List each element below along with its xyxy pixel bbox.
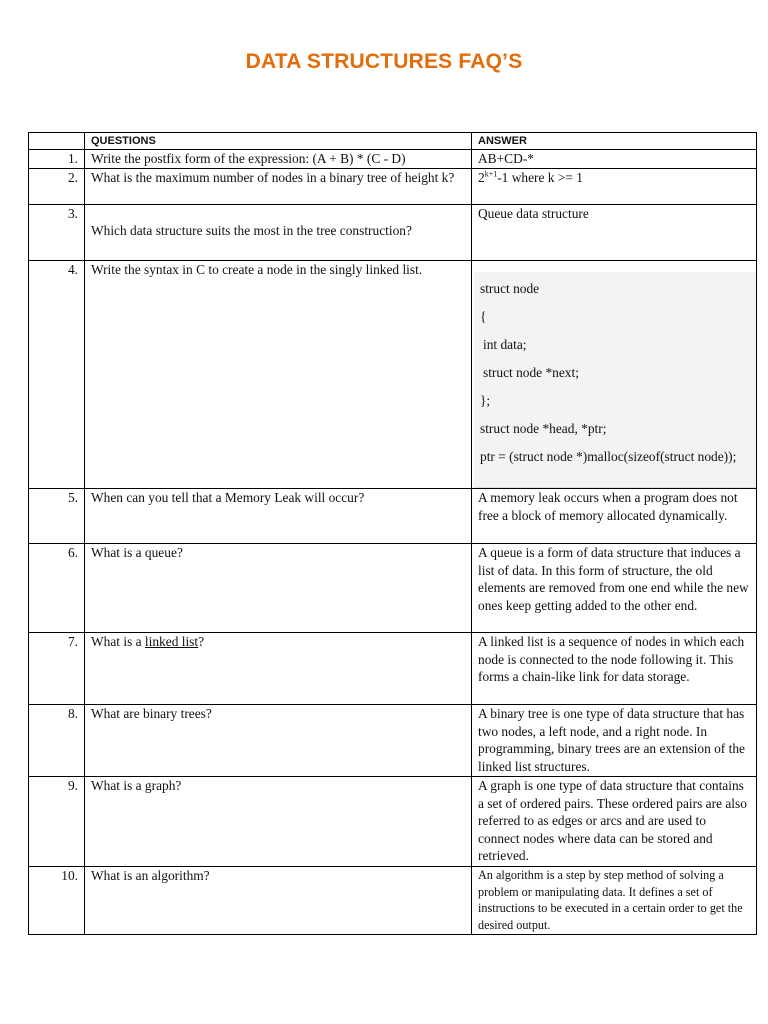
code-line: ptr = (struct node *)malloc(sizeof(struct node));: [480, 449, 737, 464]
header-questions: QUESTIONS: [85, 133, 472, 150]
table-row: [29, 205, 757, 261]
answer-cell: An algorithm is a step by step method of solving a problem or manipulating data. It defines a set of instructions to be executed in a certain order to get the desired output.: [472, 867, 757, 935]
answer-cell: A binary tree is one type of data structure that has two nodes, a left node, and a right node. In programming, binary trees are an extension of the linked list structures.: [472, 705, 757, 777]
answer-rest: -1 where k >= 1: [497, 170, 583, 185]
table-row: [29, 867, 757, 935]
table-row: [29, 705, 757, 777]
question-text: Which data structure suits the most in the tree construction?: [91, 223, 412, 238]
answer-cell: A queue is a form of data structure that induces a list of data. In this form of structure, the old elements are removed from one end while the new ones keep getting added to the other end.: [472, 544, 757, 633]
table-row: [29, 150, 757, 169]
code-line: struct node: [480, 281, 540, 296]
question-cell: When can you tell that a Memory Leak will occur?: [85, 489, 472, 544]
question-cell: [85, 633, 472, 705]
question-pre: What is a: [91, 634, 145, 649]
code-line: struct node *next;: [483, 365, 579, 380]
code-line: struct node *head, *ptr;: [480, 421, 607, 436]
code-line: };: [480, 393, 491, 408]
table-row: [29, 261, 757, 489]
table-row: [29, 633, 757, 705]
question-cell: What are binary trees?: [85, 705, 472, 777]
faq-table: [28, 132, 757, 935]
row-number: 4.: [29, 261, 85, 489]
table-header-row: [29, 133, 757, 150]
question-cell: What is a queue?: [85, 544, 472, 633]
answer-cell: [472, 261, 757, 489]
table-row: [29, 544, 757, 633]
code-line: {: [480, 309, 487, 324]
linked-list-link[interactable]: linked list: [144, 634, 199, 649]
row-number: 1.: [29, 150, 85, 169]
question-post: ?: [198, 634, 205, 649]
table-row: [29, 169, 757, 205]
header-answer: ANSWER: [472, 133, 757, 150]
row-number: 2.: [29, 169, 85, 205]
answer-superscript: k+1: [484, 169, 498, 179]
question-cell: What is the maximum number of nodes in a binary tree of height k?: [85, 169, 472, 205]
header-num: [29, 133, 85, 150]
answer-cell: A linked list is a sequence of nodes in which each node is connected to the node following it. This forms a chain-like link for data storage.: [472, 633, 757, 705]
answer-cell: Queue data structure: [472, 205, 757, 261]
answer-cell: A memory leak occurs when a program does not free a block of memory allocated dynamically.: [472, 489, 757, 544]
code-snippet: [474, 272, 756, 488]
row-number: 7.: [29, 633, 85, 705]
page-title: DATA STRUCTURES FAQ’S: [245, 50, 523, 73]
table-row: [29, 777, 757, 867]
answer-cell: AB+CD-*: [472, 150, 757, 169]
question-cell: What is an algorithm?: [85, 867, 472, 935]
question-cell: Write the syntax in C to create a node in the singly linked list.: [85, 261, 472, 489]
table-row: [29, 489, 757, 544]
row-number: 3.: [29, 205, 85, 261]
question-cell: Write the postfix form of the expression: (A + B) * (C - D): [85, 150, 472, 169]
row-number: 5.: [29, 489, 85, 544]
answer-cell: A graph is one type of data structure that contains a set of ordered pairs. These ordered pairs are also referred to as edges or arcs and are used to connect nodes where data can be stored and retrieved.: [472, 777, 757, 867]
question-cell: [85, 205, 472, 261]
code-line: int data;: [483, 337, 527, 352]
row-number: 8.: [29, 705, 85, 777]
row-number: 6.: [29, 544, 85, 633]
answer-cell: [472, 169, 757, 205]
row-number: 9.: [29, 777, 85, 867]
row-number: 10.: [29, 867, 85, 935]
question-cell: What is a graph?: [85, 777, 472, 867]
answer-base: 2: [478, 170, 485, 185]
